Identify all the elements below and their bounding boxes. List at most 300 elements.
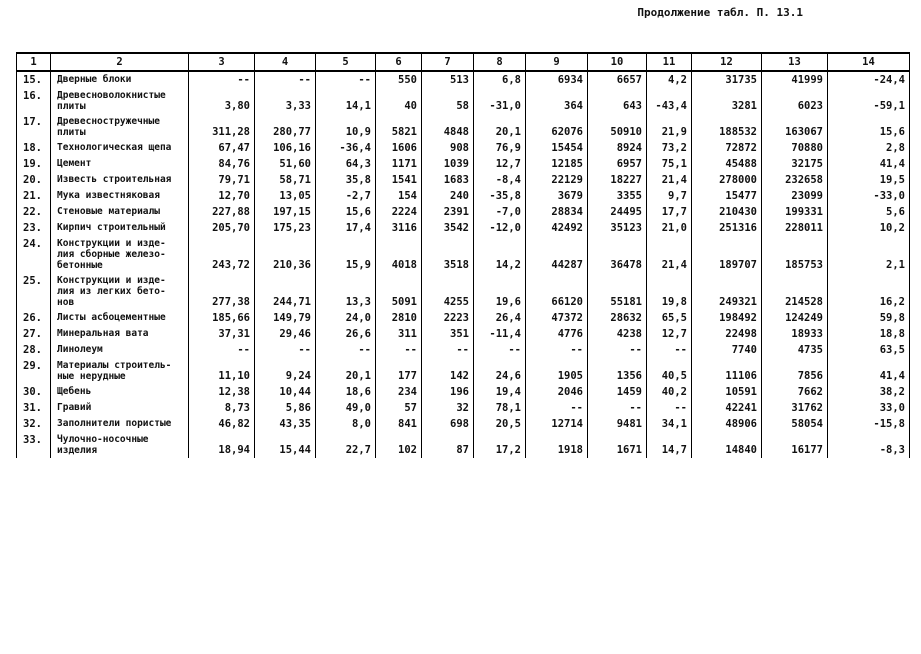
cell-col-11: 4,2 (647, 71, 692, 88)
cell-col-13: 7662 (762, 384, 828, 400)
cell-col-8: -- (474, 342, 526, 358)
cell-col-12: 210430 (692, 204, 762, 220)
cell-col-9: 364 (526, 88, 588, 114)
cell-col-7: 1683 (422, 172, 474, 188)
cell-col-10: 28632 (588, 310, 647, 326)
cell-col-8: -12,0 (474, 220, 526, 236)
cell-col-7: 513 (422, 71, 474, 88)
cell-col-3: 12,38 (189, 384, 255, 400)
cell-col-3: 311,28 (189, 114, 255, 140)
cell-col-8: 17,2 (474, 432, 526, 458)
row-name: Конструкции и изде- лия сборные железо- бетонные (51, 236, 189, 273)
cell-col-10: 55181 (588, 273, 647, 310)
cell-col-13: 18933 (762, 326, 828, 342)
cell-col-13: 16177 (762, 432, 828, 458)
cell-col-8: 6,8 (474, 71, 526, 88)
cell-col-8: -31,0 (474, 88, 526, 114)
cell-col-3: 227,88 (189, 204, 255, 220)
cell-col-13: 32175 (762, 156, 828, 172)
cell-col-12: 278000 (692, 172, 762, 188)
row-number: 15. (17, 71, 51, 88)
cell-col-9: 47372 (526, 310, 588, 326)
row-number: 20. (17, 172, 51, 188)
cell-col-12: 7740 (692, 342, 762, 358)
cell-col-6: 841 (376, 416, 422, 432)
cell-col-3: 79,71 (189, 172, 255, 188)
cell-col-12: 14840 (692, 432, 762, 458)
cell-col-10: 6657 (588, 71, 647, 88)
cell-col-5: 18,6 (316, 384, 376, 400)
cell-col-13: 214528 (762, 273, 828, 310)
cell-col-4: 175,23 (255, 220, 316, 236)
cell-col-13: 23099 (762, 188, 828, 204)
cell-col-4: -- (255, 342, 316, 358)
cell-col-5: 15,6 (316, 204, 376, 220)
row-number: 33. (17, 432, 51, 458)
row-number: 21. (17, 188, 51, 204)
cell-col-13: 31762 (762, 400, 828, 416)
cell-col-3: 3,80 (189, 88, 255, 114)
cell-col-12: 249321 (692, 273, 762, 310)
cell-col-8: -35,8 (474, 188, 526, 204)
cell-col-4: 10,44 (255, 384, 316, 400)
cell-col-7: 698 (422, 416, 474, 432)
column-header-12: 12 (692, 53, 762, 71)
cell-col-6: 1541 (376, 172, 422, 188)
cell-col-5: 35,8 (316, 172, 376, 188)
cell-col-7: 196 (422, 384, 474, 400)
cell-col-4: -- (255, 71, 316, 88)
column-header-9: 9 (526, 53, 588, 71)
cell-col-11: 73,2 (647, 140, 692, 156)
cell-col-7: 4255 (422, 273, 474, 310)
cell-col-11: 65,5 (647, 310, 692, 326)
cell-col-3: 11,10 (189, 358, 255, 384)
cell-col-10: 1459 (588, 384, 647, 400)
data-table (16, 52, 910, 458)
cell-col-11: 9,7 (647, 188, 692, 204)
row-name: Технологическая щепа (51, 140, 189, 156)
row-name: Заполнители пористые (51, 416, 189, 432)
cell-col-8: 19,6 (474, 273, 526, 310)
row-name: Стеновые материалы (51, 204, 189, 220)
row-name: Дверные блоки (51, 71, 189, 88)
cell-col-6: 2224 (376, 204, 422, 220)
column-header-10: 10 (588, 53, 647, 71)
cell-col-6: -- (376, 342, 422, 358)
cell-col-7: 58 (422, 88, 474, 114)
cell-col-6: 102 (376, 432, 422, 458)
row-number: 18. (17, 140, 51, 156)
cell-col-8: 24,6 (474, 358, 526, 384)
column-header-5: 5 (316, 53, 376, 71)
row-number: 19. (17, 156, 51, 172)
cell-col-7: 3518 (422, 236, 474, 273)
row-name: Мука известняковая (51, 188, 189, 204)
cell-col-9: 15454 (526, 140, 588, 156)
table-row (17, 156, 910, 172)
cell-col-11: -- (647, 342, 692, 358)
cell-col-13: 228011 (762, 220, 828, 236)
cell-col-14: 16,2 (828, 273, 910, 310)
cell-col-10: 643 (588, 88, 647, 114)
cell-col-10: 9481 (588, 416, 647, 432)
row-number: 30. (17, 384, 51, 400)
cell-col-12: 31735 (692, 71, 762, 88)
cell-col-6: 2810 (376, 310, 422, 326)
cell-col-14: -15,8 (828, 416, 910, 432)
cell-col-6: 154 (376, 188, 422, 204)
cell-col-6: 1171 (376, 156, 422, 172)
row-number: 24. (17, 236, 51, 273)
row-number: 22. (17, 204, 51, 220)
table-body (17, 71, 910, 458)
table-row (17, 88, 910, 114)
cell-col-14: 19,5 (828, 172, 910, 188)
cell-col-3: 277,38 (189, 273, 255, 310)
cell-col-7: 2391 (422, 204, 474, 220)
cell-col-8: 20,5 (474, 416, 526, 432)
cell-col-9: 12185 (526, 156, 588, 172)
cell-col-5: 17,4 (316, 220, 376, 236)
cell-col-10: 1671 (588, 432, 647, 458)
cell-col-10: -- (588, 400, 647, 416)
row-number: 28. (17, 342, 51, 358)
column-header-2: 2 (51, 53, 189, 71)
cell-col-14: 59,8 (828, 310, 910, 326)
cell-col-9: 3679 (526, 188, 588, 204)
table-row (17, 416, 910, 432)
cell-col-14: 33,0 (828, 400, 910, 416)
row-name: Щебень (51, 384, 189, 400)
cell-col-13: 232658 (762, 172, 828, 188)
cell-col-11: 75,1 (647, 156, 692, 172)
cell-col-8: 14,2 (474, 236, 526, 273)
cell-col-12: 251316 (692, 220, 762, 236)
cell-col-8: -7,0 (474, 204, 526, 220)
cell-col-12: 45488 (692, 156, 762, 172)
cell-col-7: 142 (422, 358, 474, 384)
cell-col-9: 62076 (526, 114, 588, 140)
row-name: Материалы строитель- ные нерудные (51, 358, 189, 384)
table-row (17, 400, 910, 416)
row-name: Конструкции и изде- лия из легких бето- нов (51, 273, 189, 310)
row-name: Линолеум (51, 342, 189, 358)
cell-col-3: -- (189, 71, 255, 88)
row-name: Известь строительная (51, 172, 189, 188)
cell-col-4: 3,33 (255, 88, 316, 114)
cell-col-4: 149,79 (255, 310, 316, 326)
cell-col-6: 3116 (376, 220, 422, 236)
cell-col-13: 199331 (762, 204, 828, 220)
cell-col-9: 28834 (526, 204, 588, 220)
cell-col-14: 15,6 (828, 114, 910, 140)
row-number: 29. (17, 358, 51, 384)
cell-col-10: 4238 (588, 326, 647, 342)
cell-col-12: 198492 (692, 310, 762, 326)
cell-col-4: 5,86 (255, 400, 316, 416)
cell-col-5: -2,7 (316, 188, 376, 204)
cell-col-9: 42492 (526, 220, 588, 236)
cell-col-5: 14,1 (316, 88, 376, 114)
cell-col-7: 351 (422, 326, 474, 342)
cell-col-12: 15477 (692, 188, 762, 204)
cell-col-11: 40,5 (647, 358, 692, 384)
cell-col-10: 8924 (588, 140, 647, 156)
table-row (17, 140, 910, 156)
cell-col-6: 40 (376, 88, 422, 114)
cell-col-5: 22,7 (316, 432, 376, 458)
cell-col-14: -33,0 (828, 188, 910, 204)
row-name: Древесностружечные плиты (51, 114, 189, 140)
cell-col-7: 908 (422, 140, 474, 156)
cell-col-6: 550 (376, 71, 422, 88)
column-header-11: 11 (647, 53, 692, 71)
cell-col-13: 4735 (762, 342, 828, 358)
cell-col-11: 40,2 (647, 384, 692, 400)
cell-col-11: 17,7 (647, 204, 692, 220)
cell-col-7: 1039 (422, 156, 474, 172)
cell-col-13: 70880 (762, 140, 828, 156)
cell-col-14: 2,8 (828, 140, 910, 156)
cell-col-8: -11,4 (474, 326, 526, 342)
row-number: 25. (17, 273, 51, 310)
cell-col-5: 49,0 (316, 400, 376, 416)
cell-col-14: 41,4 (828, 156, 910, 172)
cell-col-12: 3281 (692, 88, 762, 114)
cell-col-9: 1905 (526, 358, 588, 384)
row-number: 32. (17, 416, 51, 432)
cell-col-12: 22498 (692, 326, 762, 342)
cell-col-7: 3542 (422, 220, 474, 236)
cell-col-11: 21,9 (647, 114, 692, 140)
cell-col-13: 124249 (762, 310, 828, 326)
cell-col-3: 37,31 (189, 326, 255, 342)
row-number: 17. (17, 114, 51, 140)
row-name: Гравий (51, 400, 189, 416)
row-number: 27. (17, 326, 51, 342)
cell-col-6: 234 (376, 384, 422, 400)
cell-col-5: 10,9 (316, 114, 376, 140)
column-header-14: 14 (828, 53, 910, 71)
cell-col-5: 24,0 (316, 310, 376, 326)
cell-col-7: 87 (422, 432, 474, 458)
table-row (17, 432, 910, 458)
cell-col-14: 38,2 (828, 384, 910, 400)
cell-col-13: 163067 (762, 114, 828, 140)
cell-col-5: 26,6 (316, 326, 376, 342)
cell-col-12: 10591 (692, 384, 762, 400)
row-name: Цемент (51, 156, 189, 172)
row-number: 31. (17, 400, 51, 416)
cell-col-10: 50910 (588, 114, 647, 140)
cell-col-13: 58054 (762, 416, 828, 432)
cell-col-9: 44287 (526, 236, 588, 273)
cell-col-4: 13,05 (255, 188, 316, 204)
cell-col-9: 1918 (526, 432, 588, 458)
row-name: Листы асбоцементные (51, 310, 189, 326)
cell-col-5: -- (316, 71, 376, 88)
table-row (17, 310, 910, 326)
cell-col-14: -8,3 (828, 432, 910, 458)
cell-col-3: 46,82 (189, 416, 255, 432)
table-row (17, 172, 910, 188)
cell-col-4: 197,15 (255, 204, 316, 220)
cell-col-3: 12,70 (189, 188, 255, 204)
row-name: Кирпич строительный (51, 220, 189, 236)
cell-col-7: 2223 (422, 310, 474, 326)
cell-col-4: 244,71 (255, 273, 316, 310)
cell-col-4: 58,71 (255, 172, 316, 188)
cell-col-10: 3355 (588, 188, 647, 204)
cell-col-3: -- (189, 342, 255, 358)
cell-col-8: 20,1 (474, 114, 526, 140)
cell-col-11: 12,7 (647, 326, 692, 342)
table-row (17, 384, 910, 400)
cell-col-5: 64,3 (316, 156, 376, 172)
cell-col-11: -- (647, 400, 692, 416)
column-header-3: 3 (189, 53, 255, 71)
column-header-13: 13 (762, 53, 828, 71)
table-row (17, 220, 910, 236)
row-name: Чулочно-носочные изделия (51, 432, 189, 458)
cell-col-11: 21,0 (647, 220, 692, 236)
cell-col-10: 1356 (588, 358, 647, 384)
cell-col-8: 19,4 (474, 384, 526, 400)
cell-col-12: 189707 (692, 236, 762, 273)
cell-col-14: 2,1 (828, 236, 910, 273)
cell-col-6: 5091 (376, 273, 422, 310)
cell-col-9: -- (526, 342, 588, 358)
cell-col-3: 8,73 (189, 400, 255, 416)
cell-col-6: 57 (376, 400, 422, 416)
cell-col-4: 29,46 (255, 326, 316, 342)
cell-col-5: -- (316, 342, 376, 358)
cell-col-9: 12714 (526, 416, 588, 432)
table-caption: Продолжение табл. П. 13.1 (637, 6, 803, 19)
table-row (17, 188, 910, 204)
cell-col-14: 5,6 (828, 204, 910, 220)
cell-col-4: 106,16 (255, 140, 316, 156)
cell-col-6: 5821 (376, 114, 422, 140)
cell-col-13: 6023 (762, 88, 828, 114)
column-header-1: 1 (17, 53, 51, 71)
table-row (17, 204, 910, 220)
table-row (17, 114, 910, 140)
row-name: Минеральная вата (51, 326, 189, 342)
cell-col-11: 14,7 (647, 432, 692, 458)
cell-col-11: 34,1 (647, 416, 692, 432)
cell-col-8: -8,4 (474, 172, 526, 188)
cell-col-11: 19,8 (647, 273, 692, 310)
cell-col-9: 4776 (526, 326, 588, 342)
cell-col-5: 20,1 (316, 358, 376, 384)
cell-col-5: 15,9 (316, 236, 376, 273)
cell-col-5: 8,0 (316, 416, 376, 432)
cell-col-7: 4848 (422, 114, 474, 140)
cell-col-11: 21,4 (647, 236, 692, 273)
cell-col-4: 210,36 (255, 236, 316, 273)
cell-col-12: 188532 (692, 114, 762, 140)
cell-col-5: 13,3 (316, 273, 376, 310)
row-number: 16. (17, 88, 51, 114)
cell-col-11: 21,4 (647, 172, 692, 188)
cell-col-8: 26,4 (474, 310, 526, 326)
cell-col-4: 9,24 (255, 358, 316, 384)
cell-col-13: 41999 (762, 71, 828, 88)
cell-col-3: 18,94 (189, 432, 255, 458)
cell-col-8: 78,1 (474, 400, 526, 416)
cell-col-7: 32 (422, 400, 474, 416)
table-row (17, 71, 910, 88)
cell-col-4: 51,60 (255, 156, 316, 172)
cell-col-4: 15,44 (255, 432, 316, 458)
column-header-8: 8 (474, 53, 526, 71)
cell-col-6: 311 (376, 326, 422, 342)
row-number: 26. (17, 310, 51, 326)
cell-col-8: 12,7 (474, 156, 526, 172)
cell-col-4: 43,35 (255, 416, 316, 432)
cell-col-6: 1606 (376, 140, 422, 156)
cell-col-14: 41,4 (828, 358, 910, 384)
cell-col-6: 177 (376, 358, 422, 384)
cell-col-10: 18227 (588, 172, 647, 188)
table-row (17, 342, 910, 358)
cell-col-14: -59,1 (828, 88, 910, 114)
table-row (17, 326, 910, 342)
header-row (17, 53, 910, 71)
table-row (17, 236, 910, 273)
cell-col-12: 72872 (692, 140, 762, 156)
cell-col-3: 205,70 (189, 220, 255, 236)
cell-col-3: 243,72 (189, 236, 255, 273)
column-header-7: 7 (422, 53, 474, 71)
cell-col-7: -- (422, 342, 474, 358)
cell-col-8: 76,9 (474, 140, 526, 156)
row-number: 23. (17, 220, 51, 236)
row-name: Древесноволокнистые плиты (51, 88, 189, 114)
cell-col-14: -24,4 (828, 71, 910, 88)
cell-col-14: 18,8 (828, 326, 910, 342)
cell-col-10: 24495 (588, 204, 647, 220)
cell-col-9: -- (526, 400, 588, 416)
cell-col-6: 4018 (376, 236, 422, 273)
cell-col-10: -- (588, 342, 647, 358)
cell-col-9: 2046 (526, 384, 588, 400)
cell-col-13: 185753 (762, 236, 828, 273)
cell-col-10: 35123 (588, 220, 647, 236)
cell-col-14: 63,5 (828, 342, 910, 358)
cell-col-13: 7856 (762, 358, 828, 384)
cell-col-9: 66120 (526, 273, 588, 310)
cell-col-11: -43,4 (647, 88, 692, 114)
column-header-4: 4 (255, 53, 316, 71)
cell-col-9: 6934 (526, 71, 588, 88)
cell-col-4: 280,77 (255, 114, 316, 140)
cell-col-5: -36,4 (316, 140, 376, 156)
cell-col-9: 22129 (526, 172, 588, 188)
column-header-6: 6 (376, 53, 422, 71)
cell-col-10: 6957 (588, 156, 647, 172)
cell-col-3: 67,47 (189, 140, 255, 156)
cell-col-7: 240 (422, 188, 474, 204)
cell-col-3: 185,66 (189, 310, 255, 326)
cell-col-12: 11106 (692, 358, 762, 384)
cell-col-12: 48906 (692, 416, 762, 432)
table-row (17, 358, 910, 384)
cell-col-12: 42241 (692, 400, 762, 416)
table-row (17, 273, 910, 310)
